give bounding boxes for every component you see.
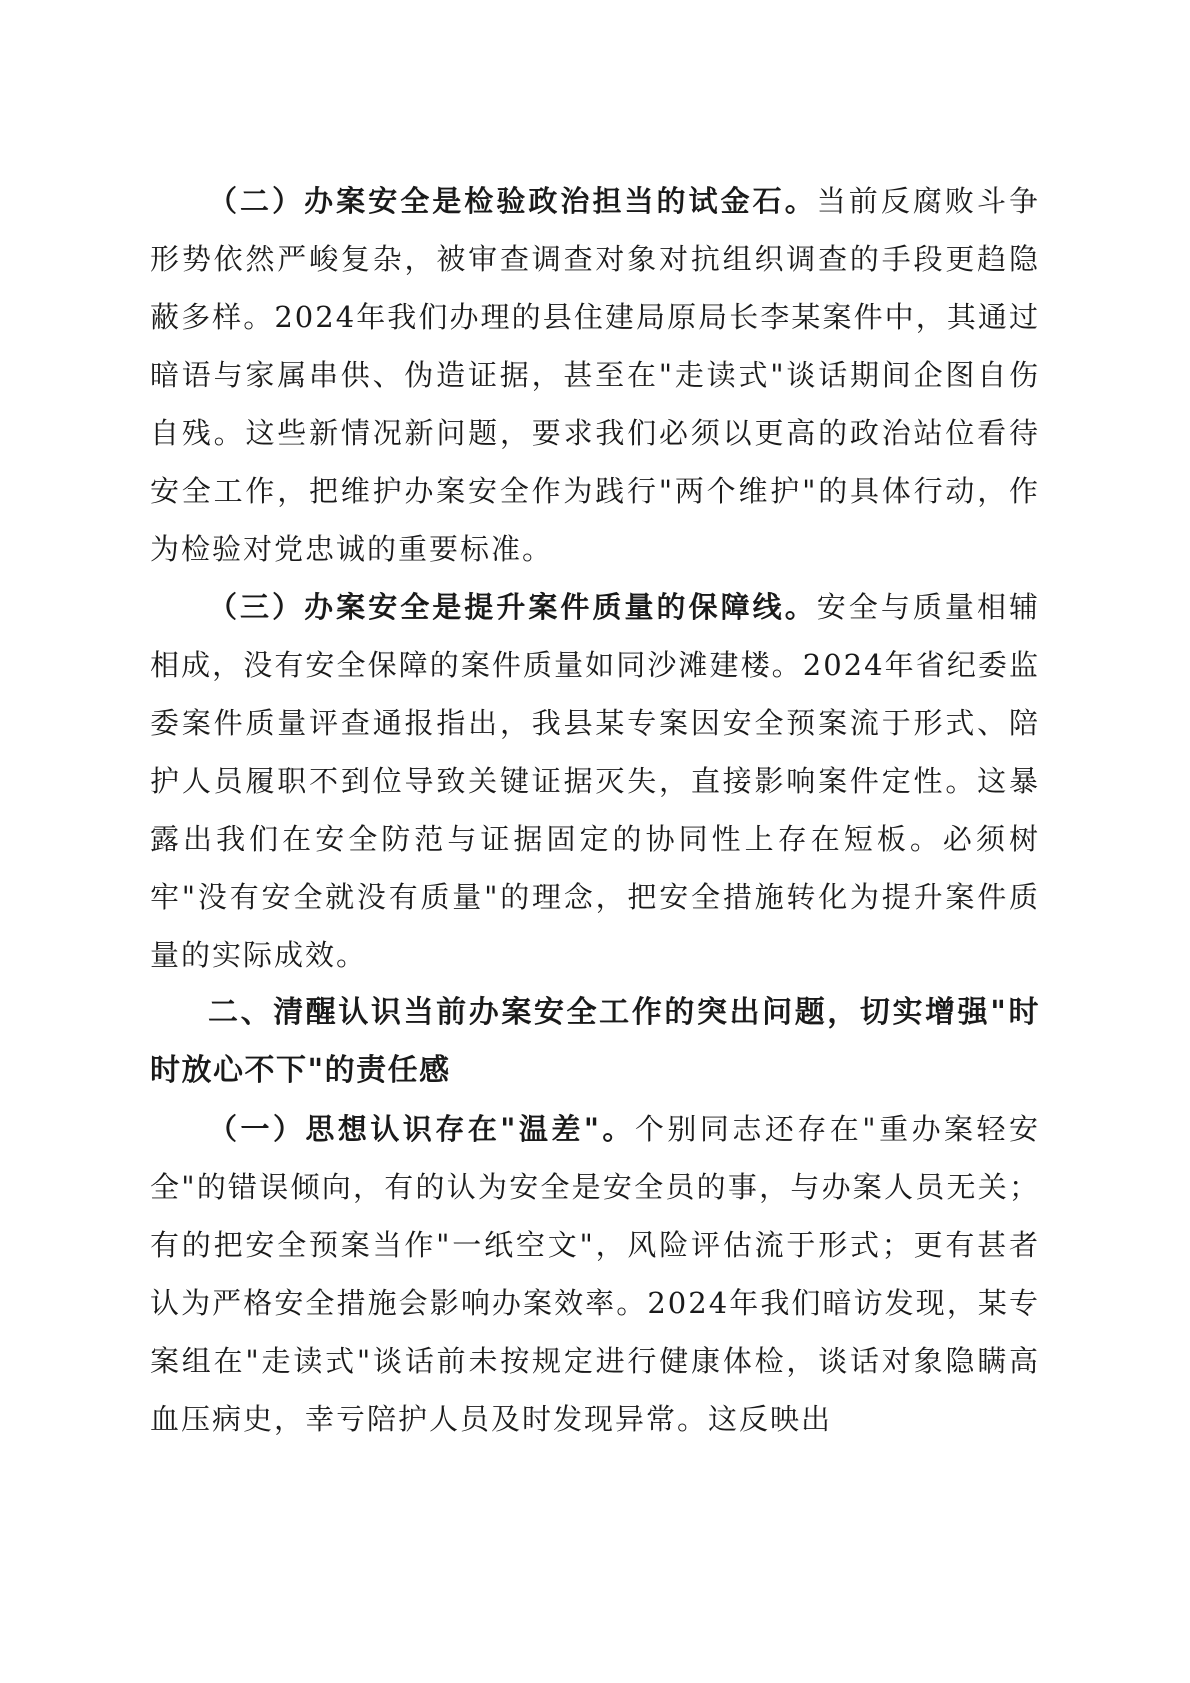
paragraph-political-responsibility <box>150 172 1040 578</box>
paragraph-lead: （一）思想认识存在"温差"。 <box>208 1112 635 1146</box>
paragraph-case-quality <box>150 578 1040 984</box>
document-body <box>150 172 1040 1448</box>
paragraph-text: 安全与质量相辅相成，没有安全保障的案件质量如同沙滩建楼。2024年省纪委监委案件质量评查通报指出，我县某专案因安全预案流于形式、陪护人员履职不到位导致关键证据灭失，直接影响案件定性。这暴露出我们在安全防范与证据固定的协同性上存在短板。必须树牢"没有安全就没有质量"的理念，把安全措施转化为提升案件质量的实际成效。 <box>150 590 1040 972</box>
paragraph-ideological-gap <box>150 1100 1040 1448</box>
section-heading: 二、清醒认识当前办案安全工作的突出问题，切实增强"时时放心不下"的责任感 <box>150 995 1040 1088</box>
paragraph-text: 个别同志还存在"重办案轻安全"的错误倾向，有的认为安全是安全员的事，与办案人员无关；有的把安全预案当作"一纸空文"，风险评估流于形式；更有甚者认为严格安全措施会影响办案效率。2024年我们暗访发现，某专案组在"走读式"谈话前未按规定进行健康体检，谈话对象隐瞒高血压病史，幸亏陪护人员及时发现异常。这反映出 <box>150 1112 1041 1436</box>
paragraph-lead: （三）办案安全是提升案件质量的保障线。 <box>208 590 817 624</box>
paragraph-text: 当前反腐败斗争形势依然严峻复杂，被审查调查对象对抗组织调查的手段更趋隐蔽多样。2024年我们办理的县住建局原局长李某案件中，其通过暗语与家属串供、伪造证据，甚至在"走读式"谈话期间企图自伤自残。这些新情况新问题，要求我们必须以更高的政治站位看待安全工作，把维护办案安全作为践行"两个维护"的具体行动，作为检验对党忠诚的重要标准。 <box>150 184 1040 566</box>
paragraph-lead: （二）办案安全是检验政治担当的试金石。 <box>208 184 817 218</box>
